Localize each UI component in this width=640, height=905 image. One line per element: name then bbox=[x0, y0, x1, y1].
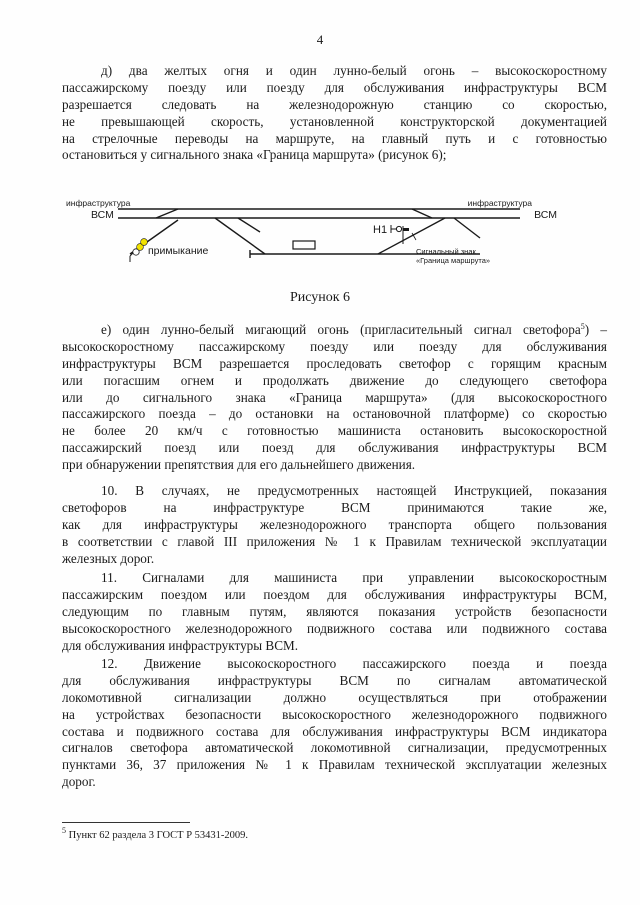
text-line: пассажирский поезд или поезд для обслуживания инфраструктуры ВСМ bbox=[62, 440, 607, 456]
footnote bbox=[62, 826, 249, 841]
text-line: как для инфраструктуры железнодорожного транспорта общего пользования bbox=[62, 516, 607, 532]
diverge-left-2 bbox=[238, 218, 260, 232]
text-line: дорог. bbox=[62, 774, 96, 790]
text-line: локомотивной сигнализации должно осуществляться при отображении bbox=[62, 689, 607, 705]
text-line: высокоскоростного железнодорожного подвижного состава или подвижного состава bbox=[62, 620, 607, 636]
footnote-ref[interactable]: 5 bbox=[580, 322, 585, 331]
text-line: или погасшим огнем и продолжать движение до следующего светофора bbox=[62, 372, 607, 388]
text-line: в соответствии с главой III приложения № 1 к Правилам технической эксплуатации bbox=[62, 533, 607, 549]
label-right-top: инфраструктура bbox=[467, 198, 532, 208]
text-line: или до сигнального знака «Граница маршрута» (для высокоскоростного bbox=[62, 389, 607, 405]
text-line: железных дорог. bbox=[62, 550, 155, 566]
platform bbox=[293, 241, 315, 249]
footnote-text: Пункт 62 раздела 3 ГОСТ Р 53431-2009. bbox=[66, 830, 249, 841]
signal-h1 bbox=[391, 225, 402, 233]
text-line: д) два желтых огня и один лунно-белый огонь – высокоскоростному bbox=[101, 63, 607, 78]
yellow-light-2 bbox=[141, 239, 148, 246]
track-diagram bbox=[60, 192, 557, 272]
junction-label: примыкание bbox=[148, 245, 209, 257]
text-line: при обнаружении препятствия для его дальнейшего движения. bbox=[62, 457, 416, 473]
text-line: состава и подвижного состава для обслуживания инфраструктуры ВСМ индикатора bbox=[62, 723, 607, 739]
label-left-bottom: ВСМ bbox=[91, 209, 114, 221]
text-line: на стрелочные переводы на маршруте, на главный путь и с готовностью bbox=[62, 130, 607, 146]
figure-caption: Рисунок 6 bbox=[289, 290, 351, 305]
text-span: ) – bbox=[584, 322, 607, 337]
item-11 bbox=[62, 570, 607, 654]
text-line: на устройствах безопасности высокоскоростного железнодорожного подвижного bbox=[62, 706, 607, 722]
border-sign bbox=[403, 226, 409, 244]
text-line: высокоскоростному пассажирскому поезду или поезду для обслуживания bbox=[62, 338, 607, 354]
text-line: не превышающей скорость, установленной конструкторской документацией bbox=[62, 113, 607, 129]
text-line: пассажирского поезда – до остановки на остановочной платформе) со скоростью bbox=[62, 406, 607, 422]
text-line: инфраструктуры ВСМ разрешается проследовать светофор с горящим красным bbox=[62, 355, 607, 371]
paragraph-d bbox=[62, 63, 607, 164]
page-number: 4 bbox=[316, 32, 324, 47]
text-line: следующим по главным путям, являются показания устройств безопасности bbox=[62, 603, 607, 619]
text-line: пассажирским поездом или поездом для обслуживания инфраструктуры ВСМ, bbox=[62, 586, 607, 602]
text-line: 12. Движение высокоскоростного пассажирского поезда и поезда bbox=[101, 656, 607, 671]
text-line: пунктами 36, 37 приложения № 1 к Правилам технической эксплуатации железных bbox=[62, 757, 607, 773]
signal-label: Н1 bbox=[373, 224, 388, 236]
label-right-bottom: ВСМ bbox=[534, 209, 557, 221]
crossover-left bbox=[156, 209, 178, 218]
text-line: разрешается следовать на железнодорожную станцию со скоростью, bbox=[62, 96, 607, 112]
footnote-divider bbox=[62, 822, 190, 823]
label-left-top: инфраструктура bbox=[66, 198, 131, 208]
text-line: сигналов светофора автоматической локомотивной сигнализации, предусмотренных bbox=[62, 740, 607, 756]
crossover-right bbox=[412, 209, 432, 218]
text-line: для обслуживания инфраструктуры ВСМ. bbox=[62, 637, 299, 653]
sign-caption-1: Сигнальный знак bbox=[416, 247, 476, 256]
diverge-left bbox=[215, 218, 265, 254]
item-10 bbox=[62, 483, 607, 567]
item-12 bbox=[62, 656, 607, 791]
text-line: 11. Сигналами для машиниста при управлении высокоскоростным bbox=[101, 570, 607, 585]
sign-caption-2: «Граница маршрута» bbox=[416, 256, 491, 265]
text-line: для обслуживания инфраструктуры ВСМ по сигналам автоматической bbox=[62, 672, 607, 688]
converge-right-2 bbox=[454, 218, 480, 238]
paragraph-e bbox=[62, 322, 607, 474]
footnote-number: 5 bbox=[62, 826, 66, 835]
text-line: 10. В случаях, не предусмотренных настоящей Инструкцией, показания bbox=[101, 483, 607, 498]
text-line: пассажирскому поезду или поезду для обслуживания инфраструктуры ВСМ bbox=[62, 79, 607, 95]
text-line: остановиться у сигнального знака «Граница маршрута» (рисунок 6); bbox=[62, 147, 447, 163]
signal-lamp bbox=[396, 226, 401, 231]
junction-signal bbox=[130, 239, 147, 262]
text-line bbox=[62, 322, 607, 339]
text-line: светофоров на инфраструктуре ВСМ принимаются такие же, bbox=[62, 499, 607, 515]
text-line: не более 20 км/ч с готовностью машиниста остановить высокоскоростной bbox=[62, 423, 607, 439]
text-span: е) один лунно-белый мигающий огонь (пригласительный сигнал светофора bbox=[101, 322, 581, 337]
